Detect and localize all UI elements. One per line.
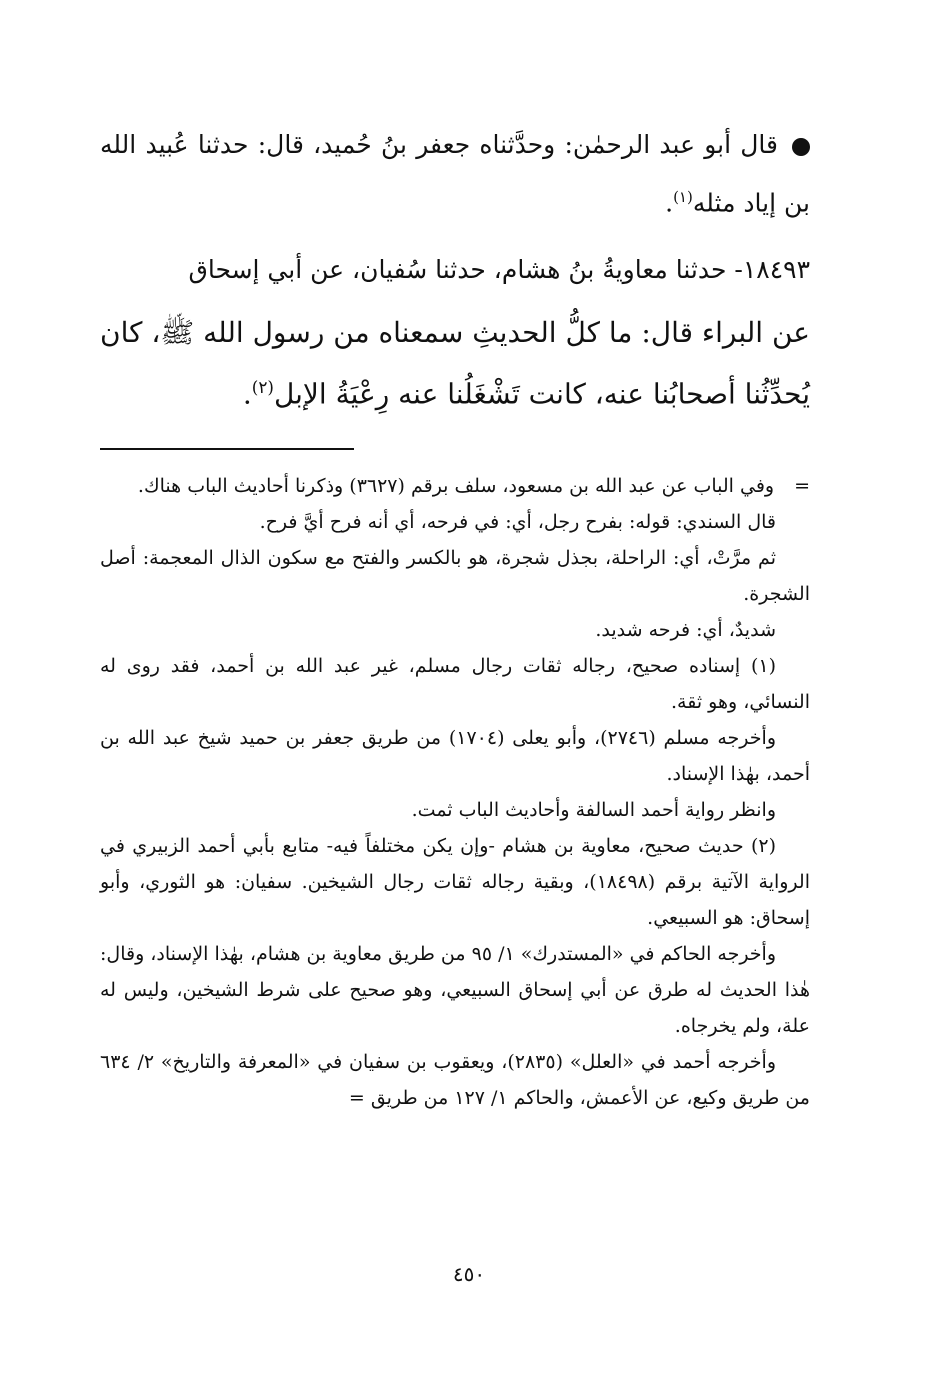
book-page xyxy=(100,118,810,1116)
page-number: ٤٥٠ xyxy=(452,1262,486,1286)
footnote-divider xyxy=(100,448,354,450)
footnote-line: وأخرجه أحمد في «العلل» (٢٨٣٥)، ويعقوب بن سفيان في «المعرفة والتاريخ» ٢/ ٦٣٤ من طريق وكيع، عن الأعمش، والحاكم ١/ ١٢٧ من طريق = xyxy=(100,1050,810,1109)
footnote-line: وأخرجه الحاكم في «المستدرك» ١/ ٩٥ من طريق معاوية بن هشام، بهٰذا الإسناد، وقال: هٰذا الحديث له طرق عن أبي إسحاق السبيعي، وهو صحيح على شرط الشيخين، وليس له علة، ولم يخرجاه. xyxy=(100,942,810,1037)
footnote-continued: =وفي الباب عن عبد الله بن مسعود، سلف برقم (٣٦٢٧) وذكرنا أحاديث الباب هناك. xyxy=(137,474,810,497)
footnote-line: قال السندي: قوله: بفرح رجل، أي: في فرحه، أي أنه فرح أيَّ فرح. xyxy=(259,510,776,533)
hadith-18493-matn: عن البراء قال: ما كلُّ الحديثِ سمعناه من رسول الله ﷺ، كان يُحدِّثُنا أصحابُنا عنه، كانت تَشْغَلُنا عنه رِعْيَةُ الإبل$^{(٢)}$. xyxy=(100,316,810,411)
paragraph-chain-note: قال أبو عبد الرحمٰن: وحدَّثناه جعفر بنُ حُميد، قال: حدثنا عُبيد الله بن إياد مثله$^{(١)}$. xyxy=(100,130,810,218)
footnote-line: شديدٌ، أي: فرحه شديد. xyxy=(595,618,776,641)
footnote-line: ثم مرَّتْ، أي: الراحلة، بجذل شجرة، هو بالكسر والفتح مع سكون الذال المعجمة: أصل الشجرة. xyxy=(100,546,810,605)
footnotes xyxy=(100,468,810,1116)
footnote-1: (١) إسناده صحيح، رجاله ثقات رجال مسلم، غير عبد الله بن أحمد، فقد روى له النسائي، وهو ثقة. xyxy=(100,654,810,713)
bullet-icon xyxy=(792,138,810,156)
footnote-2: (٢) حديث صحيح، معاوية بن هشام -وإن يكن مختلفاً فيه- متابع بأبي أحمد الزبيري في الرواية الآتية برقم (١٨٤٩٨)، وبقية رجاله ثقات رجال الشيخين. سفيان: هو الثوري، وأبو إسحاق: هو السبيعي. xyxy=(100,834,810,929)
main-text xyxy=(100,118,810,422)
footnote-ref-1[interactable]: (١) xyxy=(673,188,693,206)
hadith-18493-isnad: ١٨٤٩٣- حدثنا معاويةُ بنُ هشام، حدثنا سُفيان، عن أبي إسحاق xyxy=(188,255,810,285)
continuation-mark: = xyxy=(794,474,810,497)
footnote-line: وأخرجه مسلم (٢٧٤٦)، وأبو يعلى (١٧٠٤) من طريق جعفر بن حميد شيخ عبد الله بن أحمد، بهٰذا الإسناد. xyxy=(100,726,810,785)
footnote-ref-2[interactable]: (٢) xyxy=(251,377,274,398)
footnote-line: وانظر رواية أحمد السالفة وأحاديث الباب ثمت. xyxy=(411,798,776,821)
